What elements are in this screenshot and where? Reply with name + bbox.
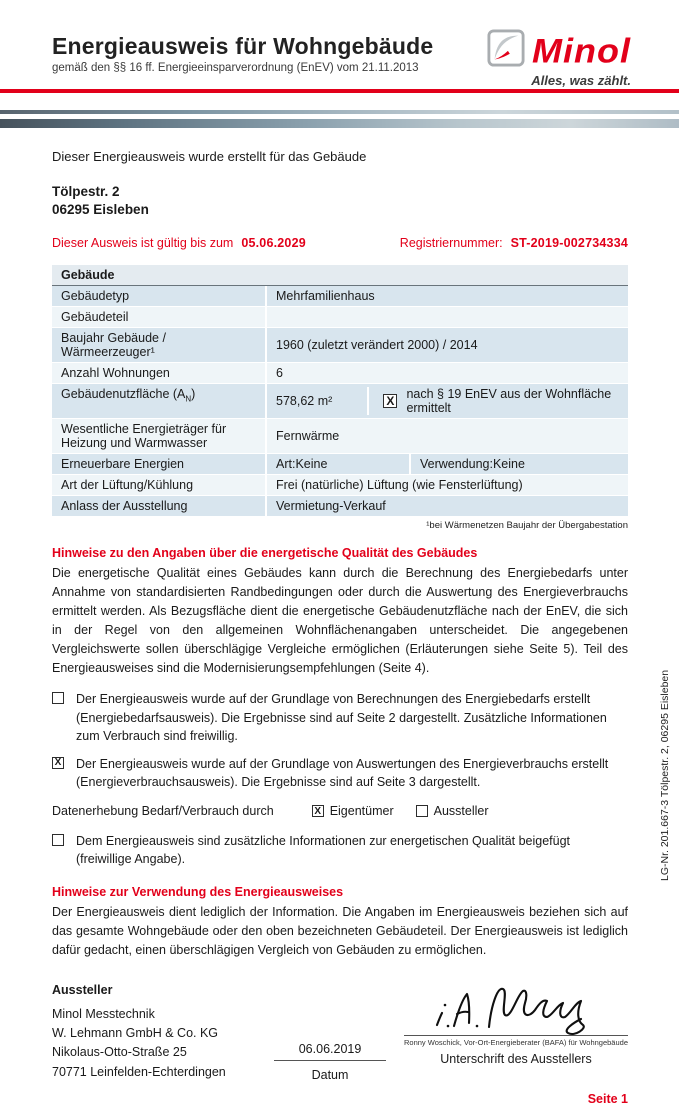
- issuer-heading: Aussteller: [52, 983, 113, 998]
- checkbox-item-bedarfsausweis: [52, 690, 628, 744]
- issuer-line: Minol Messtechnik: [52, 1006, 155, 1021]
- checkbox-x-mark: X: [386, 394, 395, 409]
- side-note-vertical: LG-Nr. 201.667-3 Tölpestr. 2, 06295 Eisleben: [659, 669, 671, 882]
- row-label: Erneuerbare Energien: [52, 454, 267, 474]
- issuer-line: 70771 Leinfelden-Echterdingen: [52, 1064, 226, 1079]
- red-divider-rule: [0, 89, 679, 93]
- intro-line: Dieser Energieausweis wurde erstellt für das Gebäude: [52, 149, 367, 164]
- row-label: Anlass der Ausstellung: [52, 496, 267, 516]
- area-value: 578,62 m²: [276, 394, 333, 409]
- signature-scribble: [404, 981, 628, 1039]
- issuer-address: [52, 981, 274, 1082]
- minol-logo: [487, 29, 631, 88]
- area-label-suffix: ): [191, 387, 196, 402]
- building-address: [52, 183, 628, 219]
- validity-date: 05.06.2029: [241, 236, 306, 251]
- date-field: [274, 1019, 386, 1082]
- page-content: [0, 149, 679, 1106]
- document-header: [0, 0, 679, 89]
- address-street: Tölpestr. 2: [52, 184, 120, 199]
- row-label: Art der Lüftung/Kühlung: [52, 475, 267, 495]
- row-label: Wesentliche Energieträger für Heizung und Warmwasser: [52, 419, 267, 453]
- data-collection-row: [52, 804, 628, 818]
- checkbox-text: Dem Energieausweis sind zusätzliche Informationen zur energetischen Qualität beigefügt (freiwillige Angabe).: [76, 834, 571, 867]
- section-heading-usage: Hinweise zur Verwendung des Energieausweises: [52, 885, 344, 900]
- checkbox: [416, 805, 428, 817]
- row-value: Vermietung-Verkauf: [276, 499, 386, 514]
- checkbox-x-mark: X: [54, 756, 62, 768]
- checkbox: [52, 834, 64, 846]
- area-label-subscript: N: [185, 394, 192, 404]
- area-checkbox-zone: [367, 387, 619, 415]
- checkbox-x-mark: X: [314, 805, 322, 817]
- option-aussteller: [416, 804, 489, 818]
- issuer-block: [52, 981, 628, 1082]
- renewables-art: Art:Keine: [267, 454, 411, 474]
- page-subtitle: gemäß den §§ 16 ff. Energieeinsparverordnung (EnEV) vom 21.11.2013: [52, 62, 419, 74]
- date-label: Datum: [311, 1068, 349, 1083]
- gradient-bar-thin: [0, 110, 679, 114]
- validity-label: Dieser Ausweis ist gültig bis zum: [52, 236, 234, 251]
- quality-paragraph: Die energetische Qualität eines Gebäudes kann durch die Berechnung des Energiebedarfs unter Annahme von standardisierten Randbedingungen oder durch die Auswertung des Energieverbrauchs ermittelt werden. Als Bezugsfläche dient die energetische Gebäudenutzfläche nach der EnEV, die sich in der Regel von den allgemeinen Wohnflächenangaben unterscheidet. Die angegebenen Vergleichswerte sollen überschlägige Vergleiche ermöglichen (Erläuterungen siehe Seite 5). Teil des Energieausweises sind die Modernisierungsempfehlungen (Seite 4).: [52, 566, 628, 676]
- data-collection-label: Datenerhebung Bedarf/Verbrauch durch: [52, 804, 274, 819]
- issuer-line: W. Lehmann GmbH & Co. KG: [52, 1026, 219, 1041]
- gradient-bar-thick: [0, 119, 679, 128]
- usage-paragraph: Der Energieausweis dient lediglich der Information. Die Angaben im Energieausweis beziehen sich auf das gesamte Wohngebäude oder den oben bezeichneten Gebäudeteil. Der Energieausweis ist lediglich dafür gedacht, einen überschlägigen Vergleich von Gebäuden zu ermöglichen.: [52, 905, 628, 958]
- row-value: Fernwärme: [276, 429, 340, 444]
- registration-number: ST-2019-002734334: [510, 236, 628, 251]
- registration-label: Registriernummer:: [399, 236, 503, 251]
- option-label: Eigentümer: [329, 804, 394, 819]
- signature-label: Unterschrift des Ausstellers: [440, 1052, 592, 1067]
- building-table: [52, 265, 628, 517]
- page-title: Energieausweis für Wohngebäude: [52, 33, 434, 59]
- row-value-split: [267, 454, 628, 474]
- row-value: 1960 (zuletzt verändert 2000) / 2014: [276, 338, 478, 353]
- checkbox-item-extra-info: [52, 832, 628, 868]
- checkbox-text: Der Energieausweis wurde auf der Grundlage von Auswertungen des Energieverbrauchs erstellt (Energieverbrauchsausweis). Die Ergebnisse sind auf Seite 3 dargestellt.: [76, 756, 609, 789]
- row-value: Frei (natürliche) Lüftung (wie Fensterlüftung): [276, 478, 523, 493]
- table-row: [52, 496, 628, 517]
- table-row: [52, 328, 628, 363]
- option-eigentuemer: [312, 804, 394, 818]
- renewables-usage: Verwendung:Keine: [420, 457, 525, 472]
- area-checkbox-text: nach § 19 EnEV aus der Wohnfläche ermittelt: [406, 387, 612, 416]
- table-row-area: [52, 384, 628, 419]
- area-checkbox: [383, 394, 397, 408]
- page-number: Seite 1: [587, 1092, 628, 1106]
- logo-wordmark: Minol: [532, 30, 631, 70]
- building-table-header: Gebäude: [52, 265, 628, 286]
- checkbox: [52, 757, 64, 769]
- row-label: Gebäudeteil: [52, 307, 267, 327]
- checkbox: [312, 805, 324, 817]
- row-label: [52, 384, 267, 418]
- issuer-line: Nikolaus-Otto-Straße 25: [52, 1045, 187, 1060]
- row-value: 6: [276, 366, 283, 381]
- row-value: Mehrfamilienhaus: [276, 289, 375, 304]
- checkbox-list: [52, 690, 628, 791]
- signature-field: [404, 981, 628, 1082]
- table-row: [52, 286, 628, 307]
- table-row: [52, 363, 628, 384]
- logo-tagline: Alles, was zählt.: [531, 73, 631, 88]
- checkbox-item-verbrauchsausweis: [52, 755, 628, 791]
- table-row: [52, 307, 628, 328]
- table-row: [52, 475, 628, 496]
- minol-leaf-icon: [487, 29, 525, 72]
- option-label: Aussteller: [433, 804, 489, 819]
- section-heading-quality: Hinweise zu den Angaben über die energetische Qualität des Gebäudes: [52, 546, 478, 561]
- signature-caption: Ronny Woschick, Vor-Ort-Energieberater (BAFA) für Wohngebäude: [404, 1038, 628, 1048]
- table-row-renewables: [52, 454, 628, 475]
- validity-row: [52, 236, 628, 250]
- title-block: [52, 33, 433, 74]
- row-value-area: [267, 384, 628, 418]
- table-footnote: ¹bei Wärmenetzen Baujahr der Übergabestation: [426, 520, 628, 532]
- table-row: [52, 419, 628, 454]
- logo-row: [487, 29, 631, 72]
- registration-group: [400, 236, 628, 250]
- date-value: 06.06.2019: [274, 1042, 386, 1061]
- row-value: [267, 307, 628, 327]
- row-label: Gebäudetyp: [52, 286, 267, 306]
- area-label-prefix: Gebäudenutzfläche (A: [61, 387, 186, 402]
- address-city: 06295 Eisleben: [52, 202, 149, 218]
- checkbox: [52, 692, 64, 704]
- checkbox-text: Der Energieausweis wurde auf der Grundlage von Berechnungen des Energiebedarfs erstellt (Energiebedarfsausweis). Die Ergebnisse sind auf Seite 2 dargestellt. Zusätzliche Informationen zum Verbrauch sind freiwillig.: [76, 692, 607, 743]
- row-label: Baujahr Gebäude / Wärmeerzeuger¹: [52, 328, 267, 362]
- extra-checkbox-wrap: [52, 832, 628, 868]
- row-label: Anzahl Wohnungen: [52, 363, 267, 383]
